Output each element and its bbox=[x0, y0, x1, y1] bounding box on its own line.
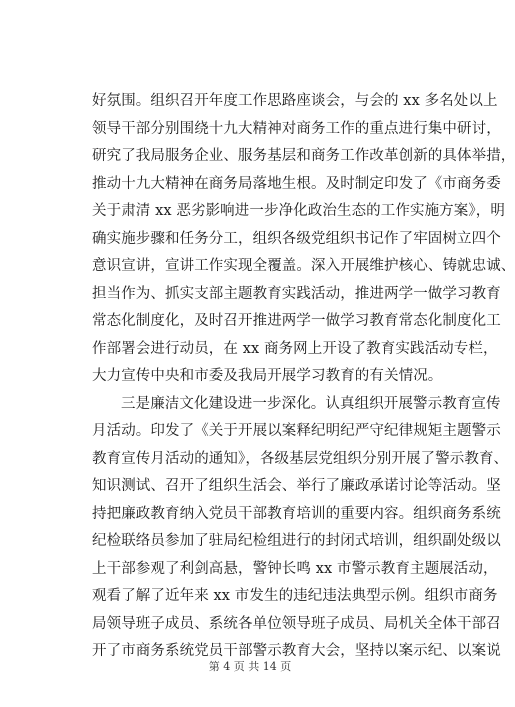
text-line: 局领导班子成员、系统各单位领导班子成员、局机关全体干部召 bbox=[92, 615, 501, 632]
text-line: 担当作为、抓实支部主题教育实践活动，推进两学一做学习教育 bbox=[92, 285, 501, 302]
text-line: 确实施步骤和任务分工，组织各级党组织书记作了牢固树立四个 bbox=[92, 230, 501, 247]
text-line: 大力宣传中央和市委及我局开展学习教育的有关情况。 bbox=[92, 368, 443, 384]
text-line: 持把廉政教育纳入党员干部教育培训的重要内容。组织商务系统 bbox=[92, 505, 501, 522]
text-line: 知识测试、召开了组织生活会、举行了廉政承诺讨论等活动。坚 bbox=[92, 478, 501, 494]
text-line: 观看了解了近年来 xx 市发生的违纪违法典型示例。组织市商务 bbox=[92, 588, 498, 604]
text-line: 月活动。印发了《关于开展以案释纪明纪严守纪律规矩主题警示 bbox=[92, 423, 501, 439]
body-text bbox=[92, 88, 515, 666]
text-line: 开了市商务系统党员干部警示教育大会，坚持以案示纪、以案说 bbox=[92, 643, 501, 659]
text-line: 推动十九大精神在商务局落地生根。及时制定印发了《市商务委 bbox=[92, 175, 501, 192]
paragraph-first-line: 三是廉洁文化建设进一步深化。认真组织开展警示教育宣传 bbox=[121, 395, 501, 412]
page-footer: 第 4 页 共 14 页 bbox=[208, 660, 292, 673]
text-line: 作部署会进行动员，在 xx 商务网上开设了教育实践活动专栏， bbox=[92, 340, 498, 357]
text-line: 好氛围。组织召开年度工作思路座谈会，与会的 xx 多名处以上 bbox=[92, 93, 498, 109]
text-line: 常态化制度化，及时召开推进两学一做学习教育常态化制度化工 bbox=[92, 313, 501, 329]
text-line: 教育宣传月活动的通知》，各级基层党组织分别开展了警示教育、 bbox=[92, 450, 509, 467]
text-line: 研究了我局服务企业、服务基层和商务工作改革创新的具体举措， bbox=[92, 148, 515, 164]
text-line: 关于肃清 xx 恶劣影响进一步净化政治生态的工作实施方案》，明 bbox=[92, 203, 505, 219]
text-line: 意识宣讲，宣讲工作实现全覆盖。深入开展维护核心、铸就忠诚、 bbox=[92, 258, 515, 274]
text-line: 纪检联络员参加了驻局纪检组进行的封闭式培训，组织副处级以 bbox=[92, 533, 501, 549]
text-line: 领导干部分别围绕十九大精神对商务工作的重点进行集中研讨， bbox=[92, 120, 501, 137]
text-line: 上干部参观了利剑高悬，警钟长鸣 xx 市警示教育主题展活动， bbox=[92, 560, 498, 577]
